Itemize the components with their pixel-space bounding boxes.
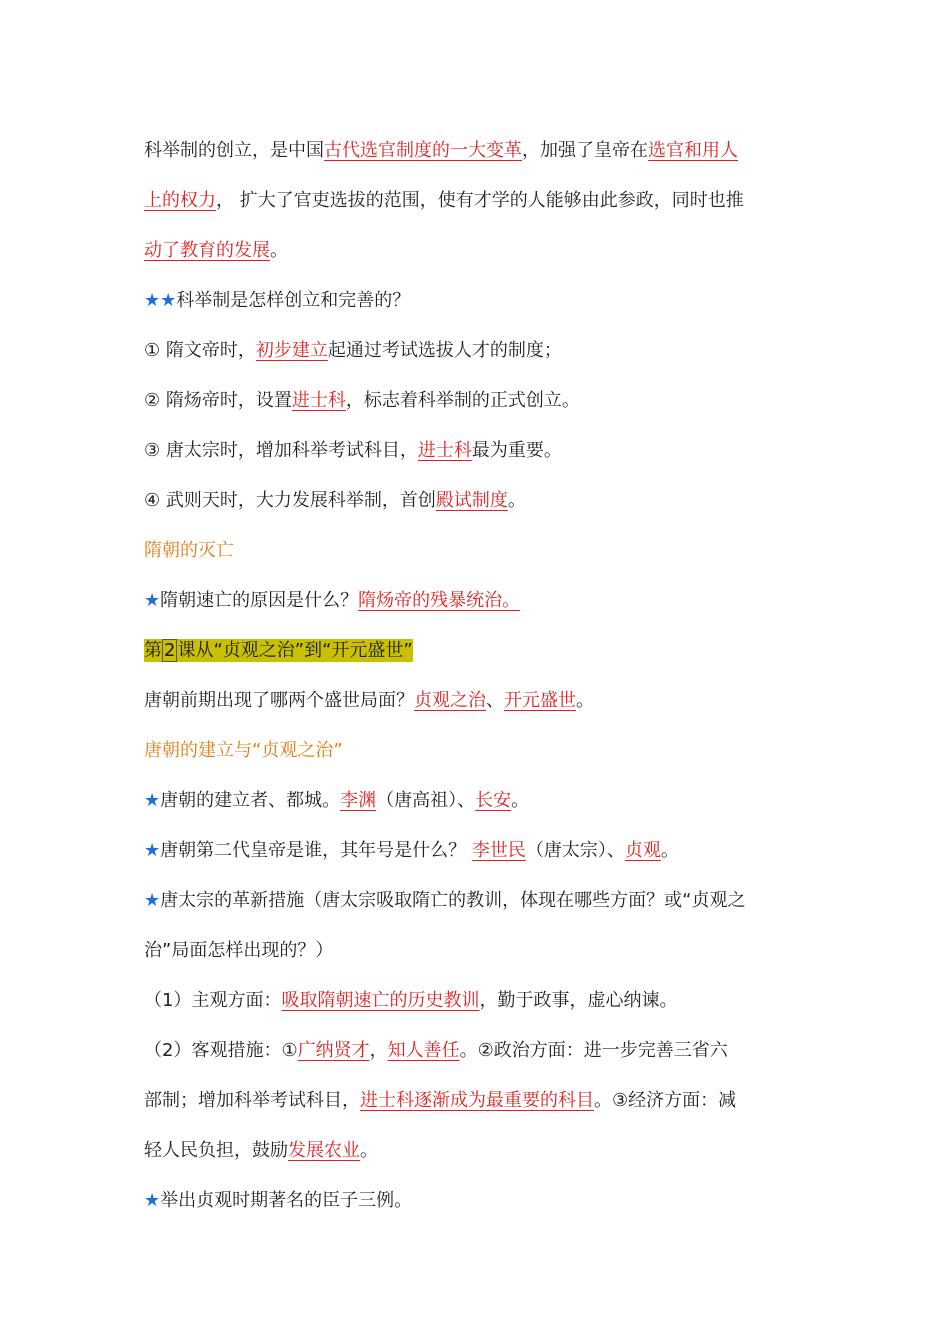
answer-highlight: 进士科 bbox=[417, 440, 472, 461]
text: 。 bbox=[360, 1140, 378, 1161]
lesson-title-highlight bbox=[144, 639, 413, 662]
text: 。 bbox=[507, 490, 526, 511]
paragraph-keju-significance-line1 bbox=[144, 126, 812, 176]
star-icon: ★ bbox=[144, 790, 161, 811]
text: ① 隋文帝时， bbox=[144, 340, 256, 361]
answer-highlight: 发展农业 bbox=[288, 1140, 360, 1161]
question-reform-measures-line2 bbox=[144, 926, 812, 976]
text: （1）主观方面： bbox=[144, 990, 282, 1011]
star-icon: ★ bbox=[144, 890, 161, 911]
text: ， bbox=[369, 1040, 388, 1061]
measure-objective-line2 bbox=[144, 1076, 812, 1126]
text: 科举制的创立，是中国 bbox=[144, 140, 324, 161]
answer-highlight: 李世民 bbox=[471, 840, 526, 861]
text: ③ 唐太宗时，增加科举考试科目， bbox=[144, 440, 418, 461]
text: 部制；增加科举考试科目， bbox=[144, 1090, 360, 1111]
text: 课从“贞观之治”到“开元盛世” bbox=[177, 640, 413, 661]
text: （2）客观措施：① bbox=[144, 1040, 298, 1061]
text: （唐高祖）、 bbox=[376, 790, 476, 811]
measure-objective-line1 bbox=[144, 1026, 812, 1076]
text: ，勤于政事，虚心纳谏。 bbox=[479, 990, 678, 1011]
answer-highlight: 吸取隋朝速亡的历史教训 bbox=[281, 990, 480, 1011]
answer-highlight: 上的权力 bbox=[144, 190, 216, 211]
answer-highlight: 选官和用人 bbox=[648, 140, 738, 161]
question-text: 治”局面怎样出现的？） bbox=[144, 940, 334, 961]
section-heading-tang-founding: 唐朝的建立与“贞观之治” bbox=[144, 740, 343, 761]
star-icon: ★ bbox=[144, 1190, 161, 1211]
text: 轻人民负担，鼓励 bbox=[144, 1140, 288, 1161]
answer-highlight: 初步建立 bbox=[255, 340, 328, 361]
answer-highlight: 进士科逐渐成为最重要的科目 bbox=[360, 1090, 594, 1111]
lesson-title bbox=[144, 626, 812, 676]
text: ② 隋炀帝时，设置 bbox=[144, 390, 292, 411]
question-text: 唐朝第二代皇帝是谁，其年号是什么？ bbox=[160, 840, 472, 861]
star-icon: ★ bbox=[144, 840, 161, 861]
text: ，标志着科举制的正式创立。 bbox=[345, 390, 580, 411]
answer-highlight: 动了教育的发展 bbox=[144, 240, 270, 261]
double-star-icon: ★★ bbox=[144, 290, 177, 311]
answer-highlight: 贞观之治 bbox=[414, 690, 486, 711]
question-famous-ministers bbox=[144, 1176, 812, 1226]
question-text: 唐朝前期出现了哪两个盛世局面？ bbox=[144, 690, 414, 711]
list-item-3 bbox=[144, 426, 812, 476]
question-text: 隋朝速亡的原因是什么？ bbox=[160, 590, 359, 611]
paragraph-keju-significance-line2 bbox=[144, 176, 812, 226]
answer-highlight: 进士科 bbox=[291, 390, 346, 411]
text: 。②政治方面：进一步完善三省六 bbox=[459, 1040, 728, 1061]
text: 起通过考试选拔人才的制度； bbox=[327, 340, 562, 361]
section-heading-sui-fall: 隋朝的灭亡 bbox=[144, 540, 234, 561]
question-text: 科举制是怎样创立和完善的？ bbox=[176, 290, 411, 311]
list-item-1 bbox=[144, 326, 812, 376]
list-item-4 bbox=[144, 476, 812, 526]
question-tang-prosperity bbox=[144, 676, 812, 726]
text: 。③经济方面：减 bbox=[594, 1090, 737, 1111]
text: （唐太宗）、 bbox=[525, 840, 625, 861]
text: ，加强了皇帝在 bbox=[522, 140, 648, 161]
answer-highlight: 开元盛世 bbox=[504, 690, 576, 711]
question-tang-founder bbox=[144, 776, 812, 826]
answer-highlight: 知人善任 bbox=[387, 1040, 460, 1061]
answer-highlight: 古代选官制度的一大变革 bbox=[324, 140, 522, 161]
text: 第 bbox=[144, 640, 162, 661]
question-text: 唐太宗的革新措施（唐太宗吸取隋亡的教训，体现在哪些方面？或“贞观之 bbox=[160, 890, 746, 911]
question-second-emperor bbox=[144, 826, 812, 876]
list-item-2 bbox=[144, 376, 812, 426]
answer-highlight: 贞观 bbox=[624, 840, 661, 861]
answer-highlight: 殿试制度 bbox=[435, 490, 508, 511]
document-body bbox=[144, 126, 812, 1226]
answer-highlight: 李渊 bbox=[340, 790, 377, 811]
answer-highlight: 长安 bbox=[475, 790, 512, 811]
question-text: 唐朝的建立者、都城。 bbox=[160, 790, 341, 811]
answer-highlight: 广纳贤才 bbox=[297, 1040, 370, 1061]
answer-highlight: 隋炀帝的残暴统治。 bbox=[358, 590, 521, 611]
paragraph-keju-significance-line3 bbox=[144, 226, 812, 276]
question-text: 举出贞观时期著名的臣子三例。 bbox=[160, 1190, 413, 1211]
lesson-number: 2 bbox=[164, 640, 176, 661]
text: 。 bbox=[270, 240, 288, 261]
text: 。 bbox=[660, 840, 679, 861]
question-sui-fall-reason bbox=[144, 576, 812, 626]
text: ， 扩大了官吏选拔的范围，使有才学的人能够由此参政，同时也推 bbox=[216, 190, 744, 211]
text: ④ 武则天时，大力发展科举制，首创 bbox=[144, 490, 436, 511]
question-keju-founding bbox=[144, 276, 812, 326]
star-icon: ★ bbox=[144, 590, 161, 611]
text: 最为重要。 bbox=[471, 440, 562, 461]
measure-objective-line3 bbox=[144, 1126, 812, 1176]
text: 。 bbox=[576, 690, 594, 711]
question-reform-measures-line1 bbox=[144, 876, 812, 926]
measure-subjective bbox=[144, 976, 812, 1026]
text: 。 bbox=[511, 790, 530, 811]
text: 、 bbox=[486, 690, 504, 711]
